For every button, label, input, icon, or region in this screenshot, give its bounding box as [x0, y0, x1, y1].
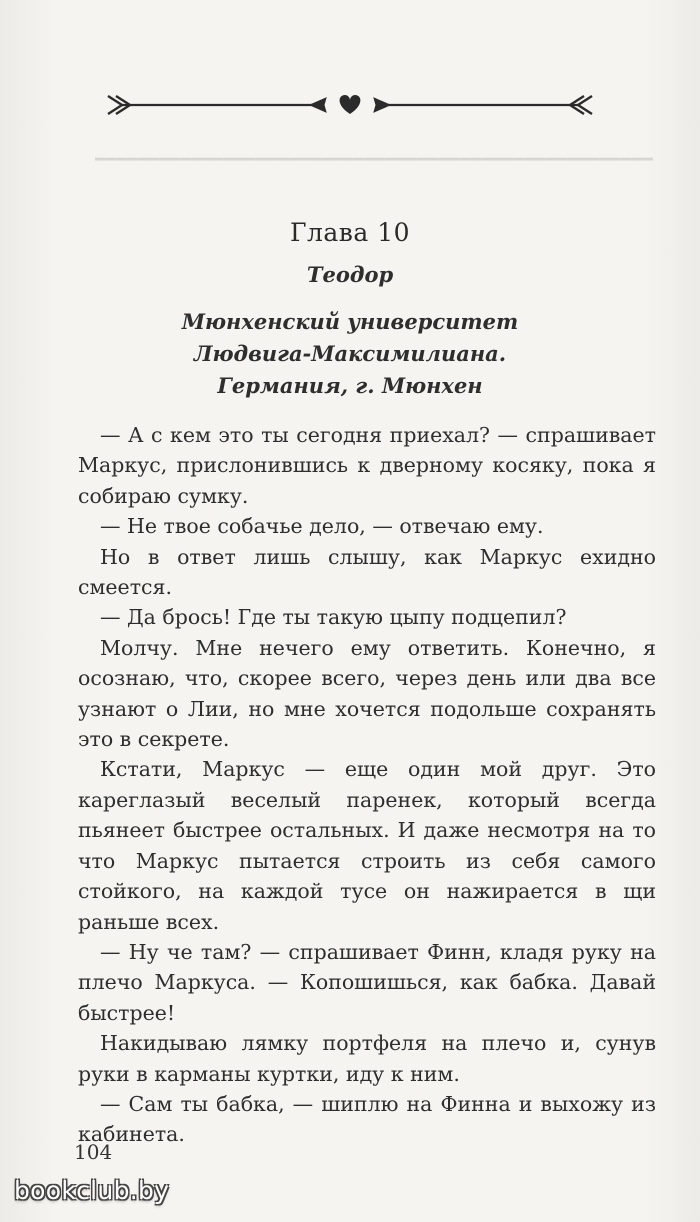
chapter-ornament	[100, 90, 600, 120]
chapter-title: Глава 10	[289, 218, 411, 247]
page-number: 104	[74, 1140, 113, 1164]
paragraph: — Ну че там? — спрашивает Финн, кладя руку на плечо Маркуса. — Копошишься, как бабка. Давай быстрее!	[78, 939, 656, 1025]
paragraph: Накидываю лямку портфеля на плечо и, сунув руки в карманы куртки, иду к ним.	[78, 1031, 656, 1086]
location-line-1: Мюнхенский университет	[181, 309, 519, 334]
paragraph: — Сам ты бабка, — шиплю на Финна и выхожу из кабинета.	[78, 1091, 656, 1147]
paragraph: Кстати, Маркус — еще один мой друг. Это кареглазый веселый паренек, который всегда пьянеет быстрее остальных. И даже несмотря на то что Маркус пытается строить из себя самого стойкого, на каждой тусе он нажирается в щи раньше всех.	[78, 757, 656, 934]
paragraph: Но в ответ лишь слышу, как Маркус ехидно смеется.	[78, 544, 656, 600]
location-line-2: Людвига-Максимилиана.	[193, 341, 507, 366]
heart-icon	[340, 95, 361, 114]
show-through-line: ━━━━━━━━━━━━━━━━━━━━━━━━━━━━━━━━━━━━━━━━━━━━━━━━━━━━	[95, 150, 654, 170]
location-line-3: Германия, г. Мюнхен	[217, 373, 483, 398]
paragraph: — Не твое собачье дело, — отвечаю ему.	[100, 514, 544, 539]
paragraph: Молчу. Мне нечего ему ответить. Конечно, я осознаю, что, скорее всего, через день или два все узнают о Лии, но мне хочется подольше сохранять это в секрете.	[78, 635, 656, 752]
arrow-right-icon	[374, 96, 592, 114]
paragraph: — А с кем это ты сегодня приехал? — спрашивает Маркус, прислонившись к дверному косяку, пока я собираю сумку.	[78, 423, 656, 508]
arrow-left-icon	[108, 96, 326, 114]
watermark: bookclub.by	[14, 1176, 170, 1205]
paragraph: — Да брось! Где ты такую цыпу подцепил?	[100, 605, 567, 630]
pov-name: Теодор	[306, 262, 394, 287]
chapter-body	[78, 420, 656, 1150]
